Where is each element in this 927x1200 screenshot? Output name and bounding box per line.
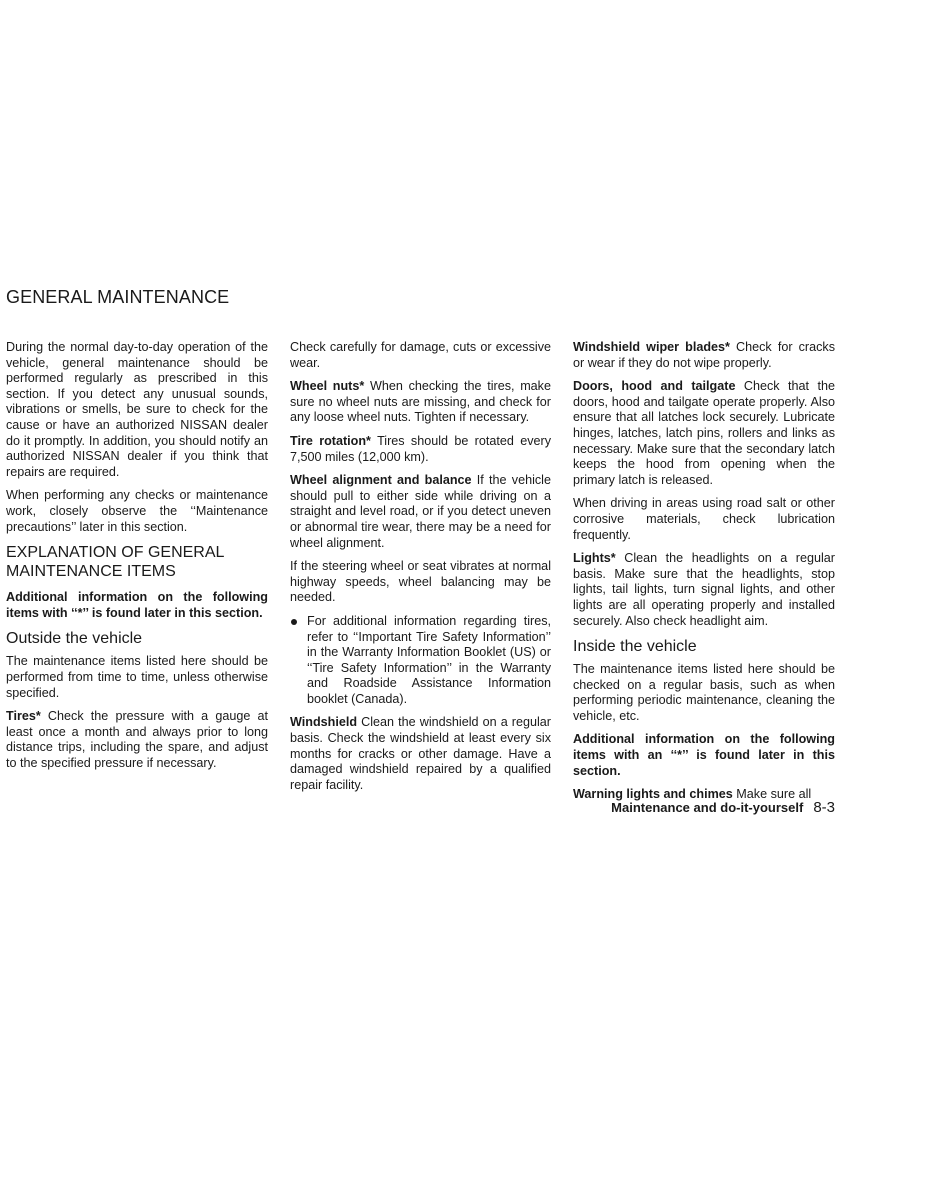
inside-vehicle-heading: Inside the vehicle	[573, 638, 697, 656]
steering-vibration-paragraph: If the steering wheel or seat vibrates at normal highway speeds, wheel balancing may be needed.	[290, 559, 551, 605]
wheel-alignment-lead: Wheel alignment and balance	[290, 473, 472, 488]
wiper-blades-text: Check for cracks or wear if they do not wipe properly.	[573, 340, 835, 370]
inside-intro-paragraph: The maintenance items listed here should be checked on a regular basis, such as when performing periodic maintenance, cleaning the vehicle, etc.	[573, 662, 835, 723]
tire-rotation-lead: Tire rotation*	[290, 433, 371, 448]
outside-intro-paragraph: The maintenance items listed here should be performed from time to time, unless otherwise specified.	[6, 654, 268, 700]
precautions-paragraph: When performing any checks or maintenance work, closely observe the ‘‘Maintenance precautions’’ later in this section.	[6, 488, 268, 534]
additional-info-note: Additional information on the following items with ‘‘*’’ is found later in this section.	[6, 590, 268, 620]
footer-section-title: Maintenance and do-it-yourself	[611, 800, 804, 815]
warning-lights-lead: Warning lights and chimes	[573, 787, 733, 802]
column-3	[573, 340, 835, 811]
page-footer	[573, 799, 835, 816]
lights-text: Clean the headlights on a regular basis. Make sure that the headlights, stop lights, tail lights, turn signal lights, and other lights are all operating properly and installed securely. Also check headlight aim.	[573, 551, 835, 628]
lights-lead: Lights*	[573, 551, 616, 566]
windshield-text: Clean the windshield on a regular basis. Check the windshield at least every six months for cracks or other damage. Have a damaged windshield repaired by a qualified repair facility.	[290, 715, 551, 792]
wheel-alignment-text: If the vehicle should pull to either side while driving on a straight and level road, or if you detect uneven or abnormal tire wear, there may be a need for wheel alignment.	[290, 473, 551, 550]
column-2	[290, 340, 551, 801]
wheel-nuts-lead: Wheel nuts*	[290, 379, 365, 394]
tire-rotation-text: Tires should be rotated every 7,500 miles (12,000 km).	[290, 433, 551, 464]
road-salt-paragraph: When driving in areas using road salt or other corrosive materials, check lubrication frequently.	[573, 496, 835, 542]
doors-hood-paragraph	[573, 379, 835, 488]
tires-text: Check the pressure with a gauge at least once a month and always prior to long distance trips, including the spare, and adjust to the specified pressure if necessary.	[6, 709, 268, 770]
column-1	[6, 340, 268, 779]
warning-lights-text: Make sure all	[732, 787, 812, 802]
tires-paragraph	[6, 709, 268, 771]
doors-hood-lead: Doors, hood and tailgate	[573, 379, 736, 394]
wheel-nuts-paragraph	[290, 379, 551, 426]
wheel-nuts-text: When checking the tires, make sure no wheel nuts are missing, and check for any loose wheel nuts. Tighten if necessary.	[290, 379, 551, 425]
page-number: 8-3	[813, 799, 835, 816]
outside-vehicle-heading: Outside the vehicle	[6, 630, 143, 648]
tires-lead: Tires*	[6, 709, 41, 724]
lights-paragraph	[573, 551, 835, 629]
inside-additional-info-note: Additional information on the following items with an ‘‘*’’ is found later in this section.	[573, 732, 835, 778]
doors-hood-text: Check that the doors, hood and tailgate operate properly. Also ensure that all latches lock securely. Lubricate hinges, latches, latch pins, rollers and links as necessary. Make sure that the secondary latch keeps the hood from opening when the primary latch is released.	[573, 379, 835, 487]
windshield-paragraph	[290, 715, 551, 793]
wiper-blades-lead: Windshield wiper blades*	[573, 340, 730, 354]
intro-paragraph: During the normal day-to-day operation of the vehicle, general maintenance should be performed regularly as prescribed in this section. If you detect any unusual sounds, vibrations or smells, be sure to check for the cause or have an authorized NISSAN dealer do it promptly. In addition, you should notify an authorized NISSAN dealer if you think that repairs are required.	[6, 340, 268, 479]
section-heading: EXPLANATION OF GENERAL MAINTENANCE ITEMS	[6, 544, 224, 581]
windshield-lead: Windshield	[290, 715, 358, 730]
tire-info-bullet	[290, 614, 551, 708]
tires-continued-paragraph: Check carefully for damage, cuts or excessive wear.	[290, 340, 551, 370]
tire-rotation-paragraph	[290, 434, 551, 465]
page-title: GENERAL MAINTENANCE	[6, 287, 230, 307]
bullet-dot-icon	[291, 619, 297, 625]
wiper-blades-paragraph	[573, 340, 835, 371]
wheel-alignment-paragraph	[290, 473, 551, 551]
tire-info-bullet-text: For additional information regarding tires, refer to ‘‘Important Tire Safety Information’’ in the Warranty Information Booklet (US) or ‘‘Tire Safety Information’’ in the Warranty and Roadside Assistance Information booklet (Canada).	[307, 613, 551, 706]
